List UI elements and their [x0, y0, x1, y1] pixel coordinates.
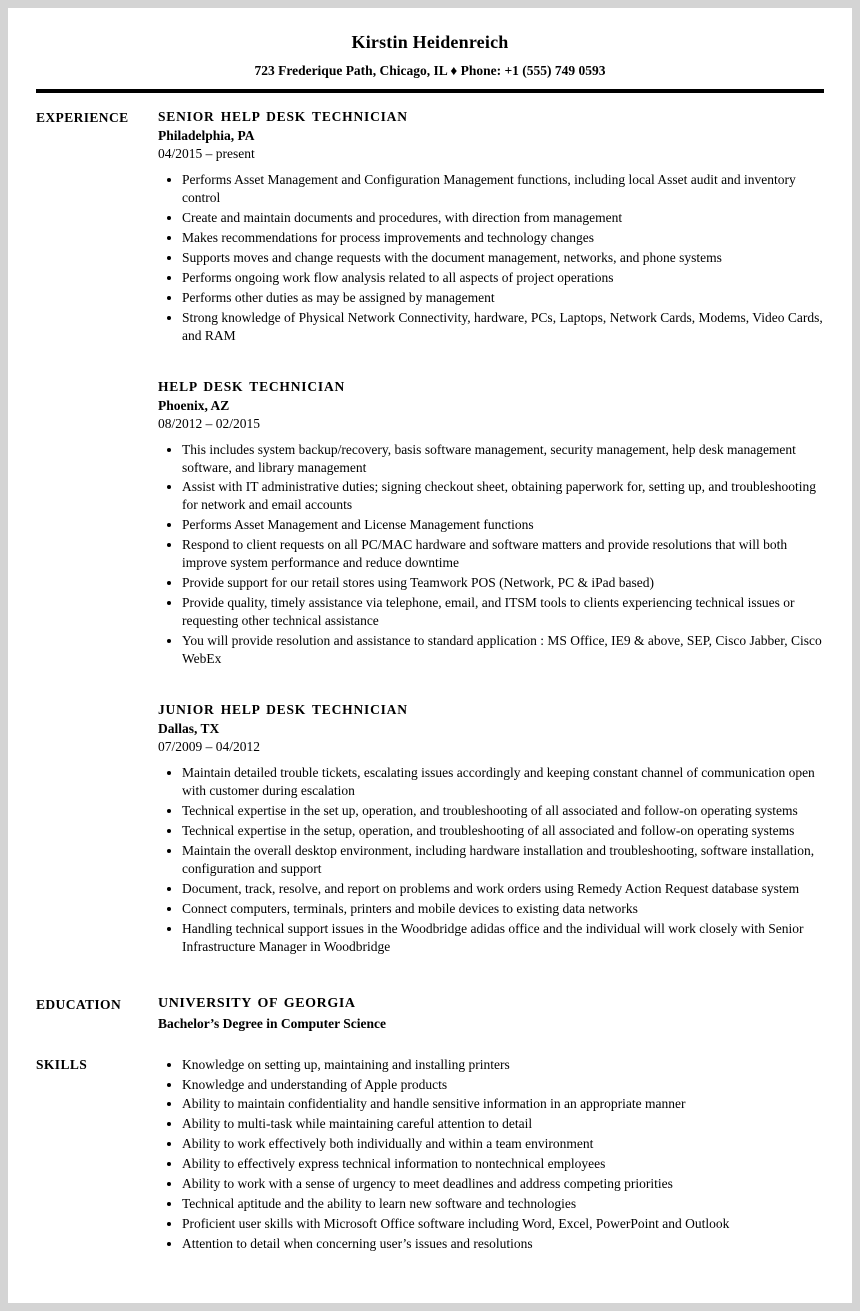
section-label-skills: SKILLS	[36, 1056, 88, 1072]
job-bullet-list	[158, 171, 824, 345]
job-entry-senior-help-desk-technician	[158, 109, 824, 345]
bullet-item: • Performs Asset Management and License Management functions	[182, 516, 824, 534]
section-label-education: EDUCATION	[36, 996, 122, 1012]
bullet-item: • Knowledge on setting up, maintaining and installing printers	[182, 1056, 824, 1074]
education-content	[158, 996, 824, 1032]
contact-line: 723 Frederique Path, Chicago, IL ♦ Phone: +1 (555) 749 0593	[254, 63, 606, 78]
person-name: Kirstin Heidenreich	[351, 32, 509, 52]
bullet-item: • Makes recommendations for process improvements and technology changes	[182, 229, 824, 247]
bullet-item: • You will provide resolution and assistance to standard application : MS Office, IE9 & above, SEP, Cisco Jabber, Cisco WebEx	[182, 632, 824, 668]
bullet-item: • Proficient user skills with Microsoft Office software including Word, Excel, PowerPoint and Outlook	[182, 1215, 824, 1233]
skills-bullet-list	[158, 1056, 824, 1254]
skills-section	[36, 1056, 824, 1256]
bullet-item: • Assist with IT administrative duties; signing checkout sheet, obtaining paperwork for, setting up, and troubleshooting for network and email accounts	[182, 478, 824, 514]
job-location: Dallas, TX	[158, 721, 220, 737]
education-school: UNIVERSITY OF GEORGIA	[158, 995, 356, 1011]
job-entry-junior-help-desk-technician	[158, 702, 824, 956]
bullet-item: • Provide support for our retail stores using Teamwork POS (Network, PC & iPad based)	[182, 574, 824, 592]
bullet-item: • Supports moves and change requests with the document management, networks, and phone systems	[182, 249, 824, 267]
bullet-item: • Performs ongoing work flow analysis related to all aspects of project operations	[182, 269, 824, 287]
job-title: SENIOR HELP DESK TECHNICIAN	[158, 109, 408, 124]
bullet-item: • Document, track, resolve, and report on problems and work orders using Remedy Action Request database system	[182, 880, 824, 898]
bullet-item: • Ability to multi-task while maintaining careful attention to detail	[182, 1115, 824, 1133]
bullet-item: • Handling technical support issues in the Woodbridge adidas office and the individual will work closely with Senior Infrastructure Manager in Woodbridge	[182, 920, 824, 956]
resume-page	[8, 8, 852, 1303]
bullet-item: • Technical expertise in the setup, operation, and troubleshooting of all associated and follow-on operating systems	[182, 822, 824, 840]
bullet-item: • Knowledge and understanding of Apple products	[182, 1076, 824, 1094]
job-location: Philadelphia, PA	[158, 128, 255, 143]
bullet-item: • Technical expertise in the set up, operation, and troubleshooting of all associated and follow-on operating systems	[182, 802, 824, 820]
bullet-item: • Ability to work with a sense of urgency to meet deadlines and address competing priorities	[182, 1175, 824, 1193]
bullet-item: • Strong knowledge of Physical Network Connectivity, hardware, PCs, Laptops, Network Cards, Modems, Video Cards, and RAM	[182, 309, 824, 345]
bullet-item: • Provide quality, timely assistance via telephone, email, and ITSM tools to clients experiencing technical issues or requesting other technical assistance	[182, 594, 824, 630]
education-section	[36, 996, 824, 1032]
job-location: Phoenix, AZ	[158, 397, 230, 413]
job-dates: 08/2012 – 02/2015	[158, 415, 261, 431]
bullet-item: • Respond to client requests on all PC/MAC hardware and software matters and provide resolutions that will both improve system performance and reduce downtime	[182, 536, 824, 572]
experience-section	[36, 109, 824, 958]
job-entry-help-desk-technician	[158, 379, 824, 668]
section-label-experience: EXPERIENCE	[36, 110, 129, 125]
job-dates: 04/2015 – present	[158, 146, 255, 161]
bullet-item: • Connect computers, terminals, printers and mobile devices to existing data networks	[182, 900, 824, 918]
job-title: JUNIOR HELP DESK TECHNICIAN	[158, 702, 408, 718]
bullet-item: • Maintain detailed trouble tickets, escalating issues accordingly and keeping constant channel of communication open with customer during escalation	[182, 764, 824, 800]
bullet-item: • Ability to work effectively both individually and within a team environment	[182, 1135, 824, 1153]
bullet-item: • Performs Asset Management and Configuration Management functions, including local Asset audit and inventory control	[182, 171, 824, 207]
job-bullet-list	[158, 764, 824, 956]
experience-content	[158, 109, 824, 958]
bullet-item: • Maintain the overall desktop environment, including hardware installation and troubleshooting, software installation, configuration and support	[182, 842, 824, 878]
skills-content	[158, 1056, 824, 1256]
bullet-item: • Attention to detail when concerning user’s issues and resolutions	[182, 1235, 824, 1253]
job-title: HELP DESK TECHNICIAN	[158, 378, 346, 394]
job-dates: 07/2009 – 04/2012	[158, 739, 261, 755]
bullet-item: • This includes system backup/recovery, basis software management, security management, help desk management software, and library management	[182, 441, 824, 477]
bullet-item: • Ability to maintain confidentiality and handle sensitive information in an appropriate manner	[182, 1095, 824, 1113]
bullet-item: • Create and maintain documents and procedures, with direction from management	[182, 209, 824, 227]
resume-header	[36, 32, 824, 79]
bullet-item: • Performs other duties as may be assigned by management	[182, 289, 824, 307]
header-divider-rule	[36, 89, 824, 93]
education-degree: Bachelor’s Degree in Computer Science	[158, 1015, 386, 1031]
bullet-item: • Technical aptitude and the ability to learn new software and technologies	[182, 1195, 824, 1213]
job-bullet-list	[158, 441, 824, 668]
bullet-item: • Ability to effectively express technical information to nontechnical employees	[182, 1155, 824, 1173]
